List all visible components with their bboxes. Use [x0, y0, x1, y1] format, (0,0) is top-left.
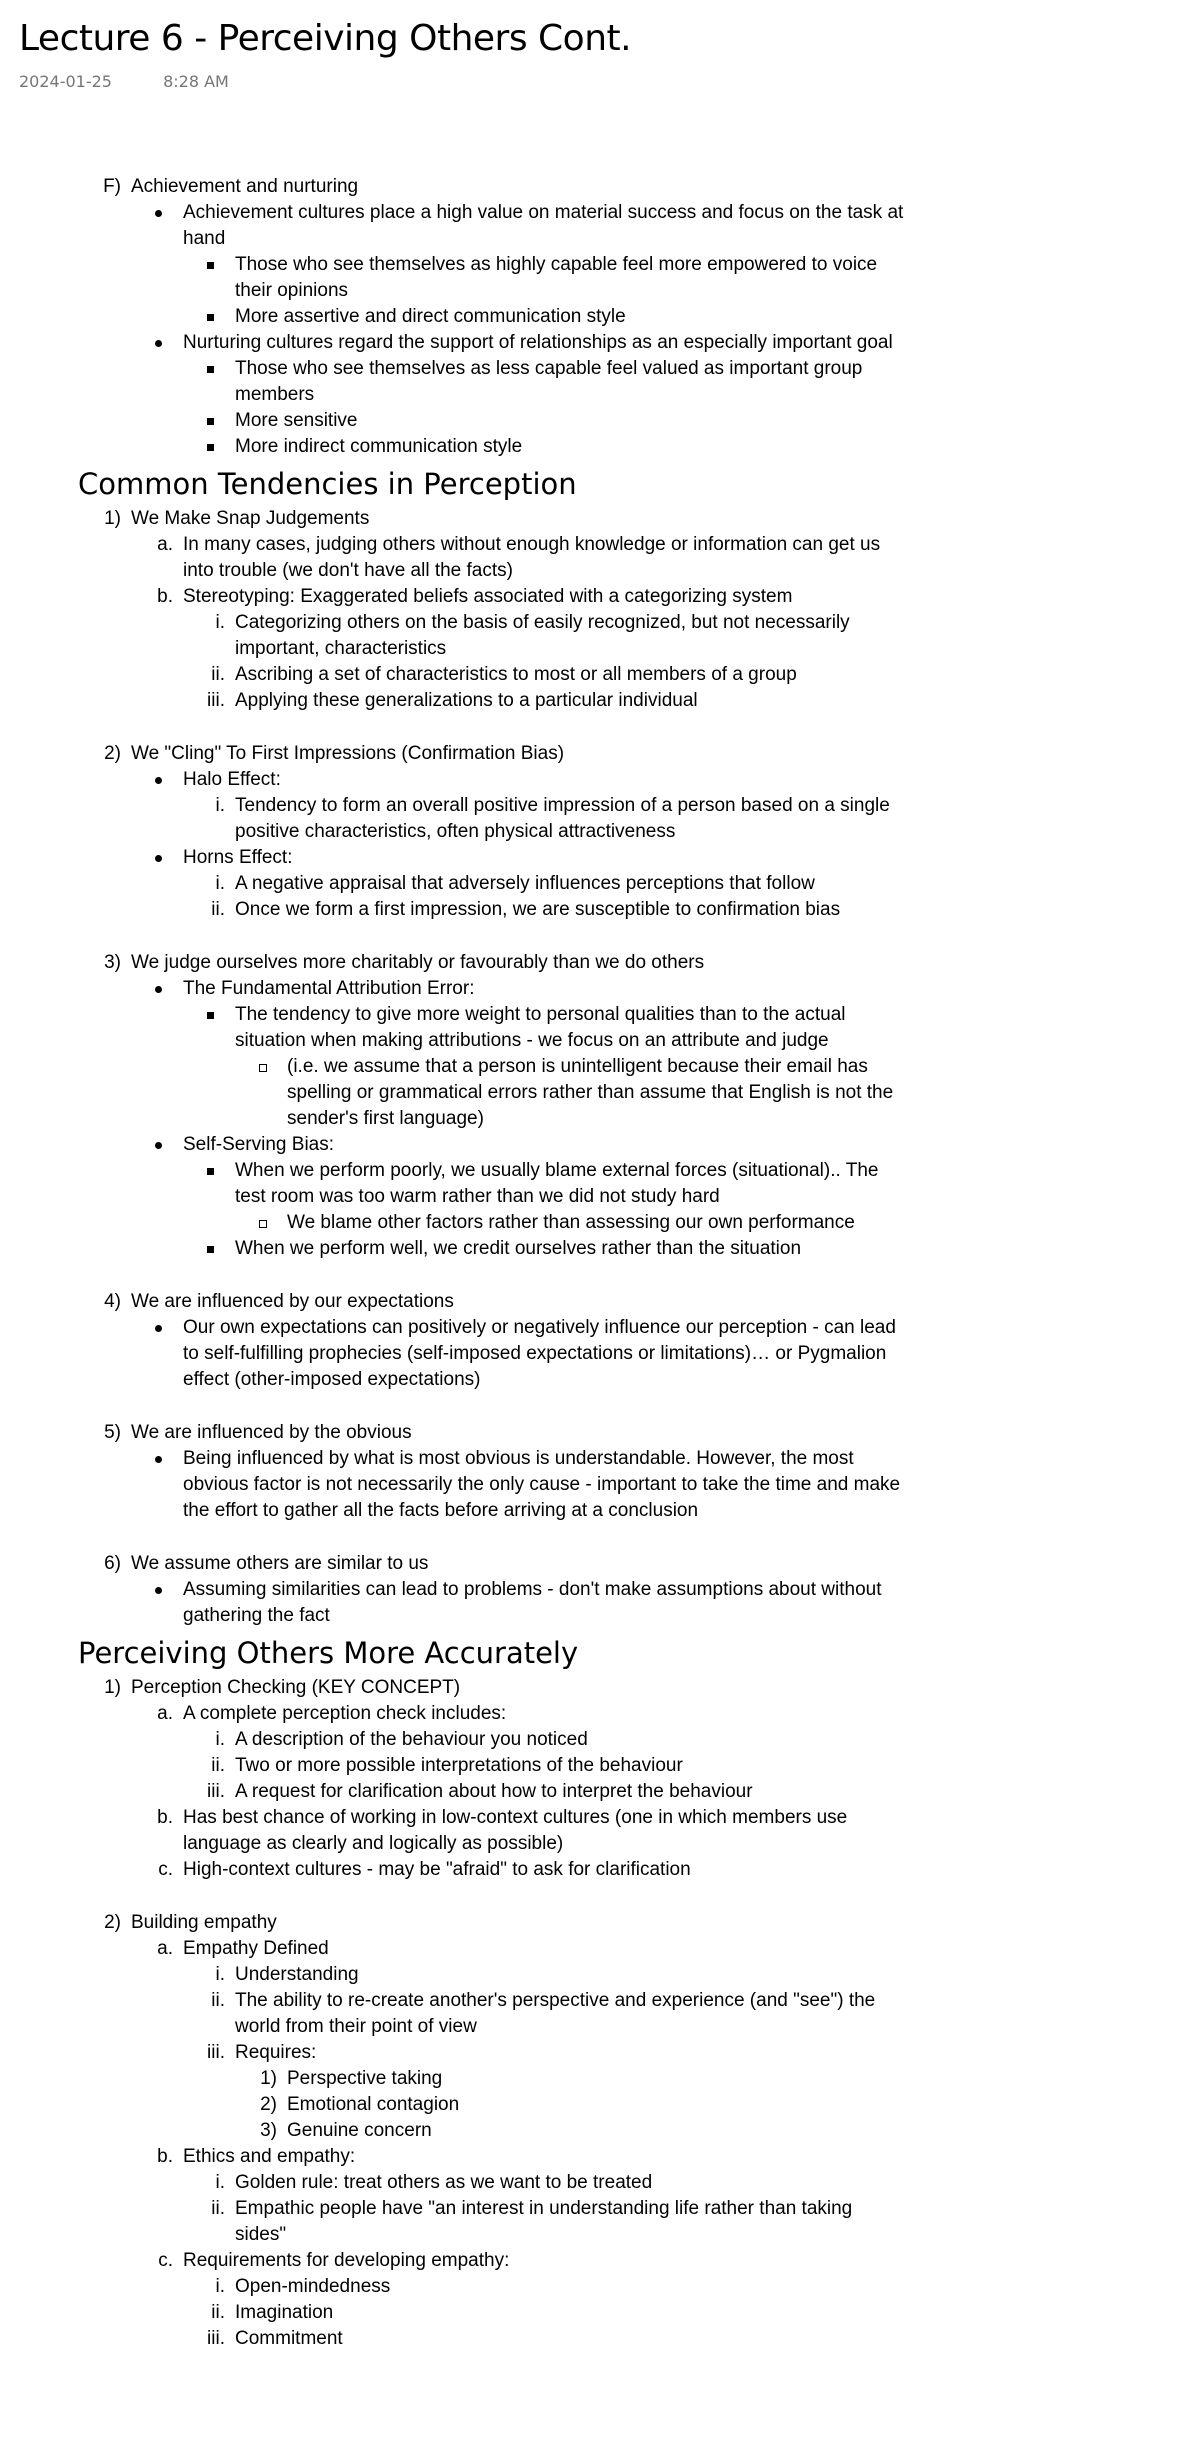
bullet-square-icon — [207, 444, 214, 451]
list-item — [0, 1675, 905, 1701]
list-item-text: Two or more possible interpretations of the behaviour — [235, 1755, 683, 1776]
bullet-disc-icon — [155, 340, 162, 347]
list-marker: iii. — [207, 690, 225, 711]
list-item-text: Understanding — [235, 1964, 359, 1985]
blank-line — [0, 1393, 1200, 1420]
list-item-text: Our own expectations can positively or negatively influence our perception - can lead to self-fulfilling prophecies (self-imposed expectations or limitations)… or Pygmalion effect (other-imposed expectations) — [183, 1317, 896, 1390]
list-marker: ii. — [211, 1990, 225, 2011]
list-item-text: Self-Serving Bias: — [183, 1134, 335, 1155]
list-item-text: Nurturing cultures regard the support of relationships as an especially important goal — [183, 332, 893, 353]
list-item — [0, 1936, 905, 1962]
bullet-square-icon — [207, 262, 214, 269]
list-item-text: We are influenced by our expectations — [131, 1291, 454, 1312]
list-marker: 1) — [104, 508, 121, 529]
list-item-text: A description of the behaviour you noticed — [235, 1729, 588, 1750]
list-marker: i. — [215, 2276, 225, 2297]
list-item — [0, 2144, 905, 2170]
list-item-text: The tendency to give more weight to personal qualities than to the actual situation when making attributions - we focus on an attribute and judge — [235, 1004, 846, 1051]
list-marker: 5) — [104, 1422, 121, 1443]
list-marker: i. — [215, 795, 225, 816]
list-item-text: When we perform well, we credit ourselves rather than the situation — [235, 1238, 802, 1259]
list-item-text: We blame other factors rather than assessing our own performance — [287, 1212, 855, 1233]
list-item — [0, 897, 905, 923]
list-item — [0, 1551, 905, 1577]
list-item — [0, 1727, 905, 1753]
list-marker: b. — [157, 586, 173, 607]
list-item-text: We Make Snap Judgements — [131, 508, 370, 529]
list-marker: i. — [215, 2172, 225, 2193]
list-item — [0, 330, 905, 356]
list-item-text: Assuming similarities can lead to problems - don't make assumptions about without gathering the fact — [183, 1579, 882, 1626]
list-item-text: Achievement cultures place a high value on material success and focus on the task at hand — [183, 202, 904, 249]
list-item-text: A request for clarification about how to interpret the behaviour — [235, 1781, 753, 1802]
list-item — [0, 1315, 905, 1393]
list-item-text: More sensitive — [235, 410, 358, 431]
bullet-disc-icon — [155, 1456, 162, 1463]
list-item — [0, 252, 905, 304]
blank-line — [0, 1262, 1200, 1289]
list-marker: 4) — [104, 1291, 121, 1312]
list-item-text: Building empathy — [131, 1912, 277, 1933]
page-date: 2024-01-25 — [19, 72, 112, 91]
bullet-square-icon — [207, 314, 214, 321]
note-content[interactable] — [0, 174, 1200, 2352]
list-item — [0, 2248, 905, 2274]
list-item — [0, 1289, 905, 1315]
page-time: 8:28 AM — [163, 72, 229, 91]
list-marker: 3) — [104, 952, 121, 973]
list-marker: 2) — [104, 743, 121, 764]
list-item — [0, 1002, 905, 1054]
list-marker: i. — [215, 1729, 225, 1750]
list-item — [0, 950, 905, 976]
list-item-text: Imagination — [235, 2302, 334, 2323]
bullet-disc-icon — [155, 210, 162, 217]
bullet-disc-icon — [155, 1142, 162, 1149]
list-item-text: Those who see themselves as less capable feel valued as important group members — [235, 358, 863, 405]
list-item-text: Applying these generalizations to a particular individual — [235, 690, 698, 711]
list-item — [0, 767, 905, 793]
list-item-text: Empathic people have "an interest in understanding life rather than taking sides" — [235, 2198, 853, 2245]
list-item — [0, 1054, 905, 1132]
bullet-disc-icon — [155, 1587, 162, 1594]
bullet-square-icon — [207, 1168, 214, 1175]
list-item — [0, 434, 905, 460]
list-marker: a. — [157, 534, 173, 555]
section-heading: Common Tendencies in Perception — [78, 467, 577, 501]
list-item-text: Those who see themselves as highly capable feel more empowered to voice their opinions — [235, 254, 878, 301]
list-item-text: Ethics and empathy: — [183, 2146, 356, 2167]
list-item-text: A complete perception check includes: — [183, 1703, 507, 1724]
list-marker: ii. — [211, 1755, 225, 1776]
list-marker: 1) — [104, 1677, 121, 1698]
list-marker: 1) — [260, 2068, 277, 2089]
list-item — [0, 532, 905, 584]
list-marker: b. — [157, 2146, 173, 2167]
list-item-text: Perception Checking (KEY CONCEPT) — [131, 1677, 461, 1698]
list-marker: a. — [157, 1703, 173, 1724]
list-item-text: Requires: — [235, 2042, 317, 2063]
list-item — [0, 1210, 905, 1236]
list-item — [0, 1910, 905, 1936]
list-item-text: More indirect communication style — [235, 436, 523, 457]
bullet-square-icon — [207, 366, 214, 373]
list-marker: c. — [158, 1859, 173, 1880]
list-item-text: Ascribing a set of characteristics to most or all members of a group — [235, 664, 797, 685]
list-item-text: More assertive and direct communication style — [235, 306, 626, 327]
list-item-text: When we perform poorly, we usually blame external forces (situational).. The test room was too warm rather than we did not study hard — [235, 1160, 879, 1207]
list-marker: F) — [103, 176, 121, 197]
list-item — [0, 2170, 905, 2196]
list-marker: b. — [157, 1807, 173, 1828]
list-item-text: Open-mindedness — [235, 2276, 391, 2297]
list-item-text: Categorizing others on the basis of easily recognized, but not necessarily important, characteristics — [235, 612, 850, 659]
list-item — [0, 2118, 905, 2144]
bullet-disc-icon — [155, 986, 162, 993]
bullet-square-icon — [207, 1246, 214, 1253]
list-marker: iii. — [207, 2328, 225, 2349]
list-item — [0, 1132, 905, 1158]
list-marker: iii. — [207, 1781, 225, 1802]
list-item — [0, 1753, 905, 1779]
list-marker: c. — [158, 2250, 173, 2271]
blank-line — [0, 1883, 1200, 1910]
list-item-text: Horns Effect: — [183, 847, 293, 868]
list-item — [0, 871, 905, 897]
list-item-text: Has best chance of working in low-context cultures (one in which members use language as clearly and logically as possible) — [183, 1807, 848, 1854]
list-item-text: Genuine concern — [287, 2120, 432, 2141]
bullet-disc-icon — [155, 777, 162, 784]
list-marker: 2) — [260, 2094, 277, 2115]
list-item-text: In many cases, judging others without enough knowledge or information can get us into trouble (we don't have all the facts) — [183, 534, 881, 581]
list-item — [0, 2196, 905, 2248]
list-item — [0, 2066, 905, 2092]
list-item — [0, 1158, 905, 1210]
list-item-text: Commitment — [235, 2328, 343, 2349]
list-item-text: Once we form a first impression, we are susceptible to confirmation bias — [235, 899, 841, 920]
list-item-text: High-context cultures - may be "afraid" to ask for clarification — [183, 1859, 691, 1880]
list-item — [0, 356, 905, 408]
bullet-hollow-square-icon — [259, 1220, 267, 1228]
list-marker: ii. — [211, 664, 225, 685]
list-marker: 3) — [260, 2120, 277, 2141]
list-item — [0, 2040, 905, 2066]
list-item-text: We judge ourselves more charitably or favourably than we do others — [131, 952, 705, 973]
list-item — [0, 662, 905, 688]
list-item-text: (i.e. we assume that a person is unintelligent because their email has spelling or grammatical errors rather than assume that English is not the sender's first language) — [287, 1056, 894, 1129]
list-item-text: Tendency to form an overall positive impression of a person based on a single positive characteristics, often physical attractiveness — [235, 795, 890, 842]
list-item — [0, 1962, 905, 1988]
list-item — [0, 2092, 905, 2118]
list-item — [0, 304, 905, 330]
list-marker: iii. — [207, 2042, 225, 2063]
list-item — [0, 610, 905, 662]
list-item-text: The ability to re-create another's perspective and experience (and "see") the world from their point of view — [235, 1990, 876, 2037]
list-item — [0, 1420, 905, 1446]
bullet-disc-icon — [155, 1325, 162, 1332]
list-marker: a. — [157, 1938, 173, 1959]
list-item — [0, 174, 905, 200]
list-item-text: The Fundamental Attribution Error: — [183, 978, 475, 999]
list-item-text: Being influenced by what is most obvious is understandable. However, the most obvious factor is not necessarily the only cause - important to take the time and make the effort to gather all the facts before arriving at a conclusion — [183, 1448, 901, 1521]
list-item — [0, 1857, 905, 1883]
list-item — [0, 976, 905, 1002]
list-item-text: Stereotyping: Exaggerated beliefs associated with a categorizing system — [183, 586, 793, 607]
list-item — [0, 506, 905, 532]
bullet-disc-icon — [155, 855, 162, 862]
list-item — [0, 1236, 905, 1262]
blank-line — [0, 923, 1200, 950]
list-marker: i. — [215, 873, 225, 894]
list-marker: 6) — [104, 1553, 121, 1574]
list-item — [0, 200, 905, 252]
list-item — [0, 741, 905, 767]
list-item — [0, 1701, 905, 1727]
list-item-text: Empathy Defined — [183, 1938, 329, 1959]
list-marker: 2) — [104, 1912, 121, 1933]
list-item-text: Halo Effect: — [183, 769, 281, 790]
list-item — [0, 845, 905, 871]
list-item — [0, 688, 905, 714]
blank-line — [0, 1524, 1200, 1551]
list-item — [0, 1988, 905, 2040]
list-item-text: A negative appraisal that adversely influences perceptions that follow — [235, 873, 815, 894]
list-marker: ii. — [211, 2302, 225, 2323]
list-marker: ii. — [211, 2198, 225, 2219]
list-marker: i. — [215, 1964, 225, 1985]
list-item-text: Requirements for developing empathy: — [183, 2250, 510, 2271]
list-item-text: Golden rule: treat others as we want to be treated — [235, 2172, 653, 2193]
list-marker: i. — [215, 612, 225, 633]
list-item-text: Emotional contagion — [287, 2094, 460, 2115]
section-heading: Perceiving Others More Accurately — [78, 1636, 579, 1670]
list-item-text: We are influenced by the obvious — [131, 1422, 412, 1443]
page-meta — [19, 72, 229, 91]
list-item — [0, 1779, 905, 1805]
bullet-square-icon — [207, 418, 214, 425]
list-item — [0, 1446, 905, 1524]
bullet-hollow-square-icon — [259, 1064, 267, 1072]
blank-line — [0, 714, 1200, 741]
list-item-text: Achievement and nurturing — [131, 176, 359, 197]
list-item-text: We "Cling" To First Impressions (Confirmation Bias) — [131, 743, 565, 764]
list-item — [0, 2274, 905, 2300]
list-item — [0, 2300, 905, 2326]
list-item-text: We assume others are similar to us — [131, 1553, 429, 1574]
list-marker: ii. — [211, 899, 225, 920]
list-item — [0, 1805, 905, 1857]
page-title: Lecture 6 - Perceiving Others Cont. — [19, 18, 632, 59]
list-item — [0, 584, 905, 610]
bullet-square-icon — [207, 1012, 214, 1019]
list-item — [0, 2326, 905, 2352]
list-item-text: Perspective taking — [287, 2068, 443, 2089]
list-item — [0, 793, 905, 845]
list-item — [0, 408, 905, 434]
list-item — [0, 1577, 905, 1629]
